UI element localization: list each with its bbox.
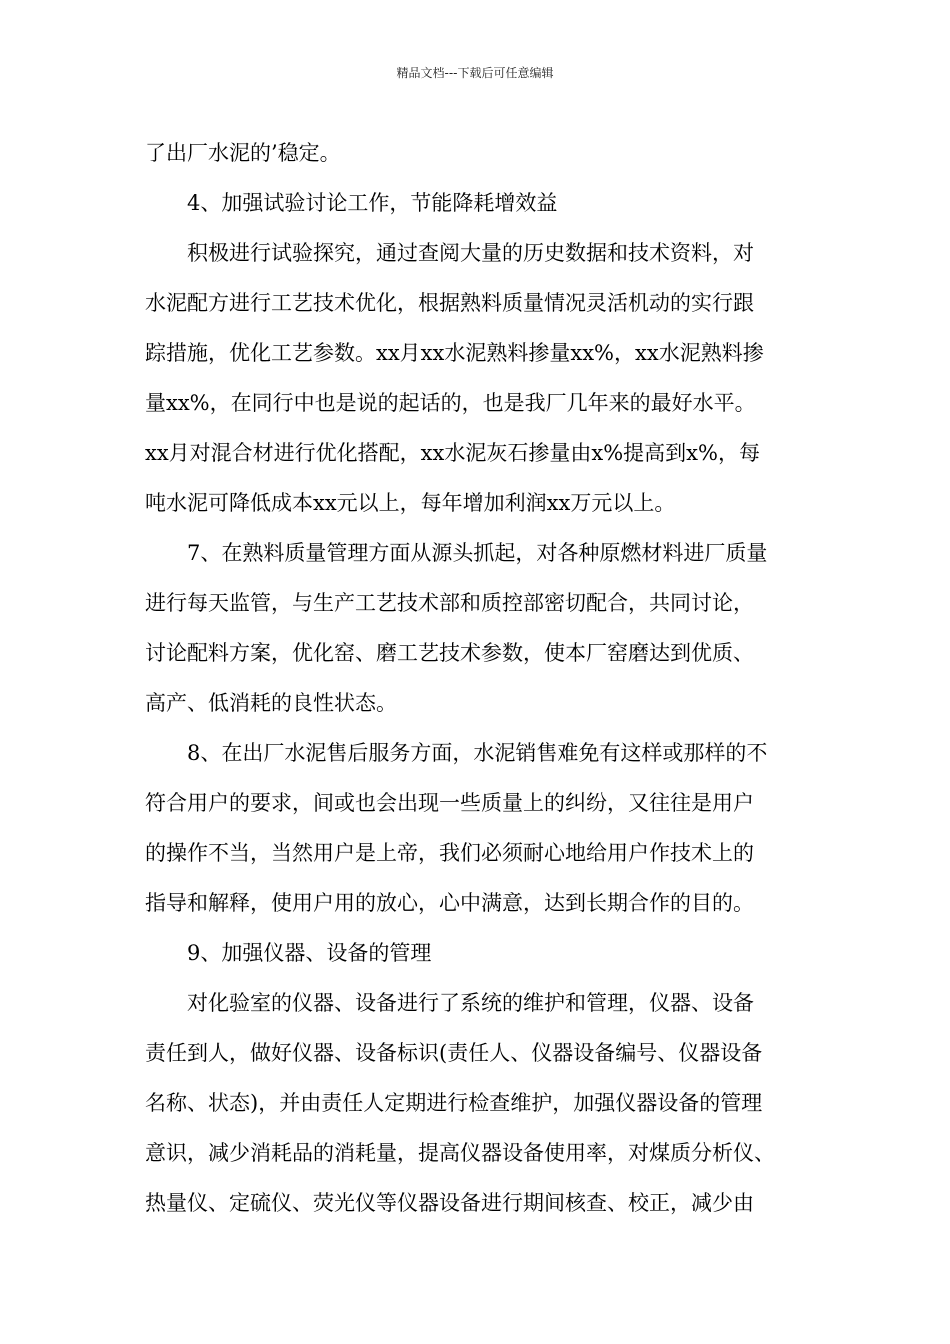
text-line: 进行每天监管，与生产工艺技术部和质控部密切配合，共同讨论，	[145, 591, 754, 615]
text-line: 责任到人，做好仪器、设备标识(责任人、仪器设备编号、仪器设备	[145, 1041, 763, 1065]
text-line: 7、在熟料质量管理方面从源头抓起，对各种原燃材料进厂质量	[187, 541, 768, 565]
section-heading: 9、加强仪器、设备的管理	[187, 941, 432, 965]
text-line: 量xx%，在同行中也是说的起话的，也是我厂几年来的最好水平。	[145, 391, 756, 415]
text-line: 符合用户的要求，间或也会出现一些质量上的纠纷，又往往是用户	[145, 791, 754, 815]
text-line: xx月对混合材进行优化搭配，xx水泥灰石掺量由x%提高到x%，每	[145, 441, 760, 465]
text-line: 意识，减少消耗品的消耗量，提高仪器设备使用率，对煤质分析仪、	[145, 1141, 775, 1165]
text-line: 积极进行试验探究，通过查阅大量的历史数据和技术资料，对	[187, 241, 754, 265]
text-line: 踪措施，优化工艺参数。xx月xx水泥熟料掺量xx%，xx水泥熟料掺	[145, 341, 764, 365]
text-line: 热量仪、定硫仪、荧光仪等仪器设备进行期间核查、校正，减少由	[145, 1191, 754, 1215]
section-heading: 4、加强试验讨论工作，节能降耗增效益	[187, 191, 558, 215]
text-line: 水泥配方进行工艺技术优化，根据熟料质量情况灵活机动的实行跟	[145, 291, 754, 315]
text-line: 的操作不当，当然用户是上帝，我们必须耐心地给用户作技术上的	[145, 841, 754, 865]
text-line: 8、在出厂水泥售后服务方面，水泥销售难免有这样或那样的不	[187, 741, 768, 765]
page-header: 精品文档---下载后可任意编辑	[396, 66, 554, 80]
text-line: 对化验室的仪器、设备进行了系统的维护和管理，仪器、设备	[187, 991, 754, 1015]
text-line: 讨论配料方案，优化窑、磨工艺技术参数，使本厂窑磨达到优质、	[145, 641, 754, 665]
text-line: 指导和解释，使用户用的放心，心中满意，达到长期合作的目的。	[145, 891, 754, 915]
text-line: 高产、低消耗的良性状态。	[145, 691, 397, 715]
document-body	[145, 128, 835, 1228]
text-line: 名称、状态)，并由责任人定期进行检查维护，加强仪器设备的管理	[145, 1091, 763, 1115]
text-line: 吨水泥可降低成本xx元以上，每年增加利润xx万元以上。	[145, 491, 676, 515]
text-line: 了出厂水泥的’稳定。	[145, 141, 341, 165]
